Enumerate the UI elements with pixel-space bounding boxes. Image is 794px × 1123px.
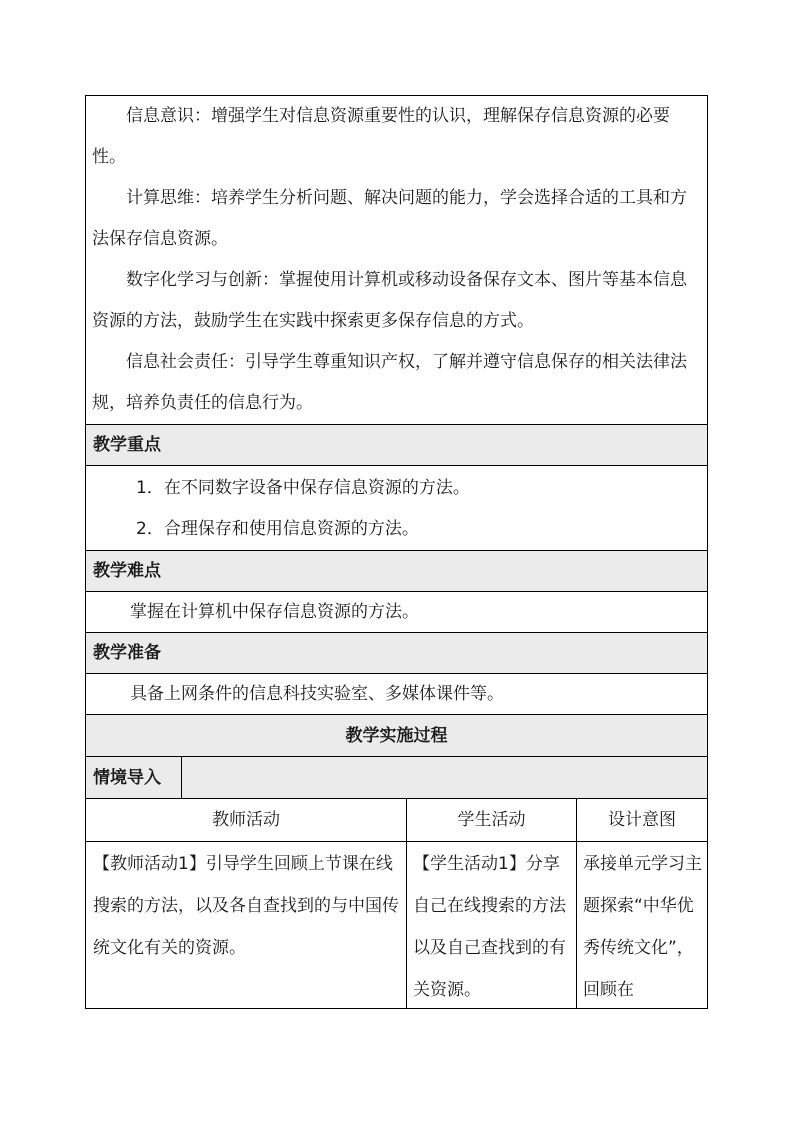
activity-row <box>86 842 707 1008</box>
key-points-list <box>86 466 707 551</box>
key-points-heading: 教学重点 <box>86 425 707 466</box>
objective-social-responsibility: 信息社会责任：引导学生尊重知识产权，了解并遵守信息保存的相关法律法规，培养负责任的信息行为。 <box>92 352 687 413</box>
objective-information-awareness: 信息意识：增强学生对信息资源重要性的认识，理解保存信息资源的必要性。 <box>92 106 670 167</box>
preparation-heading: 教学准备 <box>86 633 707 674</box>
lesson-plan-table <box>85 95 708 1009</box>
stage-label: 情境导入 <box>86 757 182 798</box>
stage-empty-cell <box>182 757 707 798</box>
teacher-activity-cell: 【教师活动1】引导学生回顾上节课在线搜索的方法，以及各自查找到的与中国传统文化有关的资源。 <box>86 842 407 1008</box>
design-intent-cell: 承接单元学习主题探索“中华优秀传统文化”，回顾在 <box>583 854 702 1000</box>
objectives-section <box>86 96 707 425</box>
difficulties-text: 掌握在计算机中保存信息资源的方法。 <box>86 592 707 633</box>
column-header-student: 学生活动 <box>407 799 577 841</box>
difficulties-heading: 教学难点 <box>86 551 707 592</box>
process-heading: 教学实施过程 <box>86 715 707 757</box>
key-point-item: 1．在不同数字设备中保存信息资源的方法。 <box>136 478 470 498</box>
key-point-item: 2．合理保存和使用信息资源的方法。 <box>136 519 419 539</box>
column-header-design: 设计意图 <box>608 810 676 830</box>
stage-row <box>86 757 707 799</box>
student-activity-cell: 【学生活动1】分享自己在线搜索的方法以及自己查找到的有关资源。 <box>407 842 577 1008</box>
preparation-text: 具备上网条件的信息科技实验室、多媒体课件等。 <box>86 674 707 715</box>
column-header-teacher: 教师活动 <box>86 799 407 841</box>
objective-computational-thinking: 计算思维：培养学生分析问题、解决问题的能力，学会选择合适的工具和方法保存信息资源。 <box>92 188 687 249</box>
objective-digital-learning: 数字化学习与创新：掌握使用计算机或移动设备保存文本、图片等基本信息资源的方法，鼓励学生在实践中探索更多保存信息的方式。 <box>92 270 687 331</box>
activity-header-row <box>86 799 707 842</box>
